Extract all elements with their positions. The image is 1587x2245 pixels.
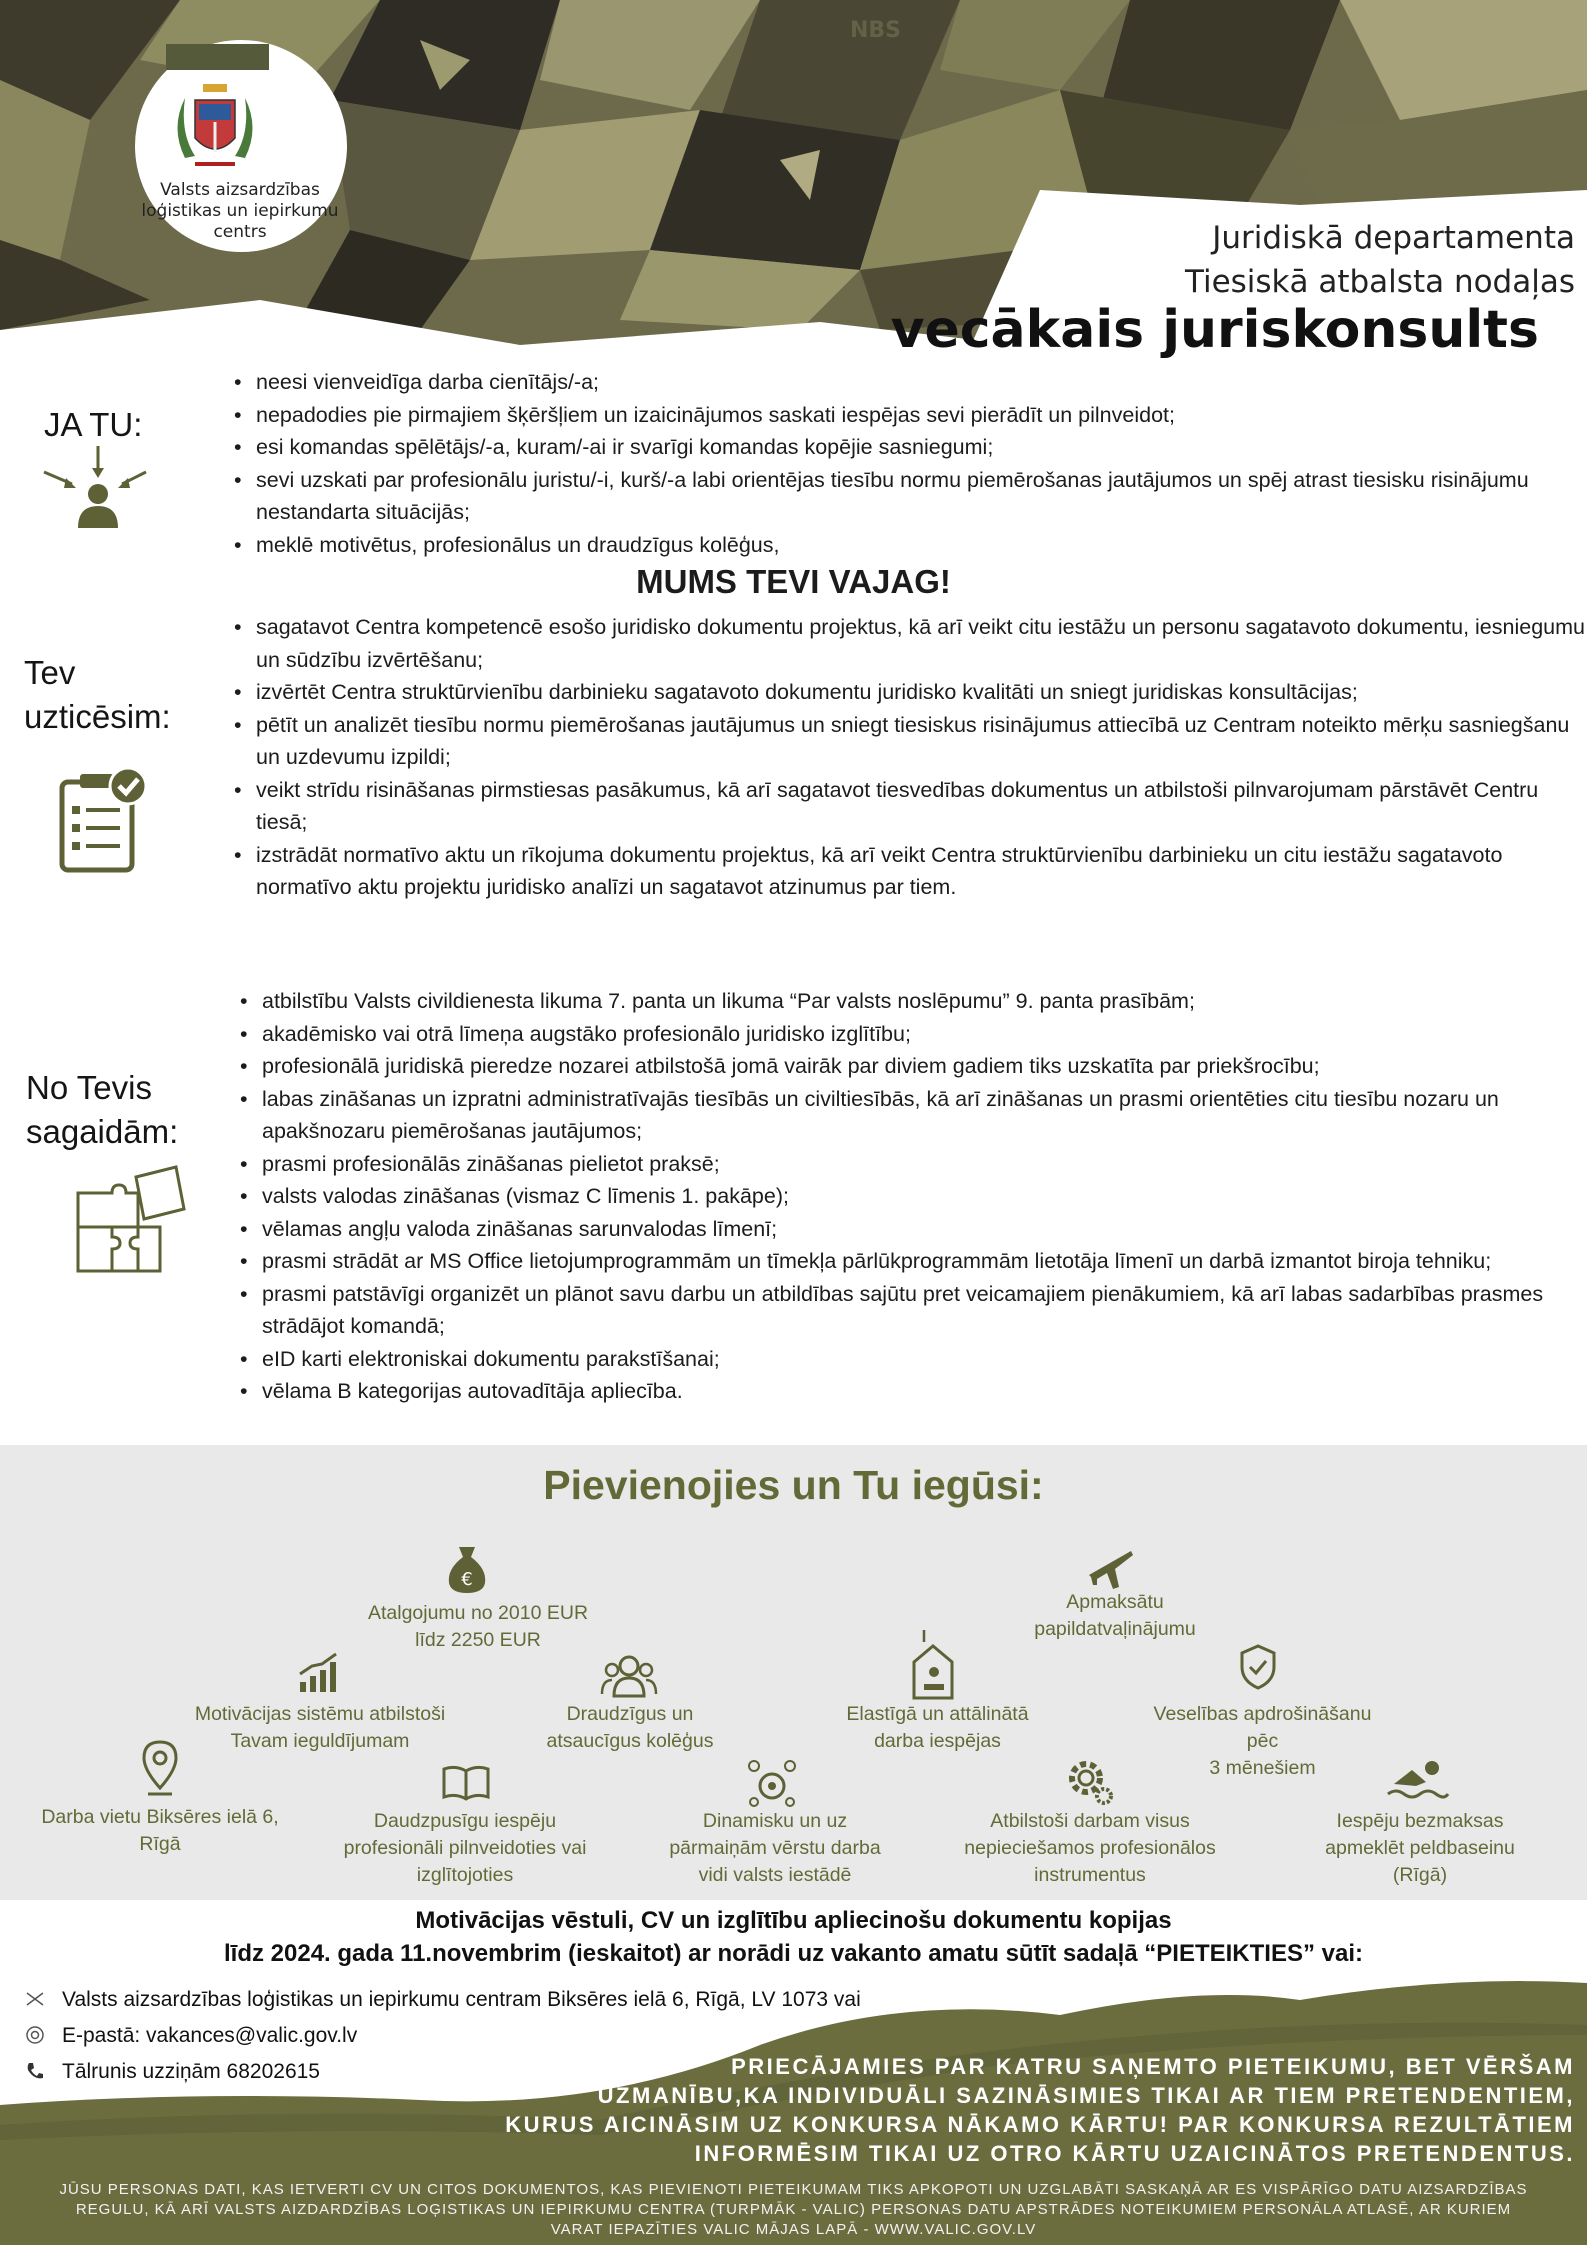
- section-title-uzticesim: [24, 651, 171, 739]
- list-item: • atbilstību Valsts civildienesta likuma 7. panta un likuma “Par valsts noslēpumu” 9. panta prasībām;: [262, 985, 1587, 1018]
- gdpr-line: VARAT IEPAZĪTIES VALIC MĀJAS LAPĀ - WWW.VALIC.GOV.LV: [550, 2221, 1037, 2238]
- benefit-line: Atbilstoši darbam visus: [990, 1810, 1190, 1832]
- gdpr-line: JŪSU PERSONAS DATI, KAS IETVERTI CV UN CITOS DOKUMENTOS, KAS PIEVIENOTI PIETEIKUMAM TIKS APKOPOTI UN UZGLABĀTI SASKAŅĀ AR ES VISPĀRĪGO DATU AIZSARDZĪBAS: [59, 2181, 1528, 2198]
- benefit-line: 3 mēnešiem: [1209, 1757, 1316, 1779]
- section-title-sagaidam: [26, 1066, 178, 1154]
- benefit-line: Motivācijas sistēmu atbilstoši: [194, 1703, 446, 1725]
- logo-text-line: Valsts aizsardzības: [160, 180, 320, 200]
- benefit-line: Tavam ieguldījumam: [230, 1730, 410, 1752]
- section-title-ja-tu: JA TU:: [44, 406, 143, 443]
- svg-text:€: €: [461, 1569, 473, 1590]
- notice-line: PRIECĀJAMIES PAR KATRU SAŅEMTO PIETEIKUMU, BET VĒRŠAM: [731, 2054, 1575, 2079]
- list-item: • pētīt un analizēt tiesību normu piemērošanas jautājumus un sniegt tiesiskus risinājumus attiecībā uz Centram noteikto mērķu sasniegšanu un uzdevumu izpildi;: [256, 709, 1586, 774]
- benefit-line: Atalgojumu no 2010 EUR: [367, 1602, 589, 1624]
- benefit-insurance: [1120, 1701, 1405, 1782]
- list-item: • vēlama B kategorijas autovadītāja apliecība.: [262, 1375, 1587, 1408]
- gdpr-line: REGULU, KĀ ARĪ VALSTS AIZDARDZĪBAS LOĢISTIKAS UN IEPIRKUMU CENTRA (TURPMĀK - VALIC) PERSONAS DATU APSTRĀDES NOTEIKUMIEM PERSONĀLA ATLASĒ, AR KURIEM: [75, 2201, 1512, 2218]
- benefit-line: apmeklēt peldbaseinu: [1325, 1837, 1515, 1859]
- benefit-location: [10, 1804, 310, 1858]
- benefit-line: vidi valsts iestādē: [698, 1864, 852, 1886]
- mums-tevi-vajag-heading: MUMS TEVI VAJAG!: [636, 563, 951, 600]
- benefit-vacation: [975, 1589, 1255, 1643]
- benefit-line: nepieciešamos profesionālos: [964, 1837, 1216, 1859]
- benefit-line: Iespēju bezmaksas: [1336, 1810, 1504, 1832]
- benefit-line: instrumentus: [1034, 1864, 1146, 1886]
- position-title: vecākais juriskonsults: [890, 300, 1539, 360]
- watermark: NBS: [850, 18, 902, 43]
- benefit-line: papildatvaļinājumu: [1034, 1618, 1196, 1640]
- benefit-line: Darba vietu Biksēres ielā 6,: [41, 1806, 279, 1828]
- list-item: • prasmi profesionālās zināšanas pielietot praksē;: [262, 1148, 1587, 1181]
- list-item: • labas zināšanas un izpratni administratīvajās tiesībās un civiltiesībās, kā arī zināšanas un prasmi orientēties citu tiesību nozaru un apakšnozaru piemērošanas jautājumos;: [262, 1083, 1587, 1148]
- section-title-line: sagaidām:: [26, 1113, 179, 1150]
- people-icon: [600, 1652, 658, 1698]
- list-item: • neesi vienveidīga darba cienītājs/-a;: [256, 366, 1586, 399]
- contact-phone: Tālrunis uzziņām 68202615: [62, 2060, 320, 2083]
- list-item: • profesionālā juridiskā pieredze nozarei atbilstošā jomā vairāk par diviem gadiem tiks uzskatīta par priekšrocību;: [262, 1050, 1587, 1083]
- gear-icon: [1064, 1756, 1116, 1806]
- uzticesim-list: [230, 611, 1586, 904]
- department-line: Juridiskā departamenta: [1212, 220, 1575, 256]
- gdpr-notice: [40, 2180, 1547, 2240]
- benefit-line: pēc: [1246, 1730, 1279, 1752]
- benefit-pool: [1280, 1808, 1560, 1889]
- phone-icon: [24, 2060, 46, 2082]
- notice-line: INFORMĒSIM TIKAI UZ OTRO KĀRTU UZAICINĀTOS PRETENDENTUS.: [694, 2141, 1575, 2166]
- benefit-line: (Rīgā): [1392, 1864, 1448, 1886]
- list-item: • vēlamas angļu valoda zināšanas sarunvalodas līmenī;: [262, 1213, 1587, 1246]
- target-person-icon: [40, 446, 150, 532]
- list-item: • valsts valodas zināšanas (vismaz C līmenis 1. pakāpe);: [262, 1180, 1587, 1213]
- section-title-line: uzticēsim:: [24, 698, 171, 735]
- benefit-line: Dinamisku un uz: [702, 1810, 848, 1832]
- list-item: • eID karti elektroniskai dokumentu parakstīšanai;: [262, 1343, 1587, 1376]
- change-gears-icon: [746, 1758, 798, 1808]
- money-bag-icon: [445, 1543, 489, 1595]
- benefit-line: Rīgā: [139, 1833, 181, 1855]
- footer-notice: [475, 2052, 1575, 2168]
- checklist-icon: [58, 766, 150, 874]
- contact-address: Valsts aizsardzības loģistikas un iepirkumu centram Biksēres ielā 6, Rīgā, LV 1073 vai: [62, 1988, 861, 2011]
- list-item: • meklē motivētus, profesionālus un draudzīgus kolēģus,: [256, 529, 1586, 562]
- benefit-line: darba iespējas: [874, 1730, 1001, 1752]
- section-title-line: No Tevis: [26, 1069, 152, 1106]
- list-item: • sagatavot Centra kompetencē esošo juridisko dokumentu projektus, kā arī veikt citu iestāžu un personu sagatavoto dokumentu, iesniegumu un sūdzību izvērtēšanu;: [256, 611, 1586, 676]
- airplane-icon: [1085, 1545, 1135, 1591]
- puzzle-icon: [74, 1163, 186, 1275]
- at-sign-icon: [24, 2024, 46, 2046]
- benefit-line: profesionāli pilnveidoties vai: [343, 1837, 587, 1859]
- benefit-learning: [310, 1808, 620, 1889]
- benefit-line: Elastīgā un attālinātā: [846, 1703, 1029, 1725]
- notice-line: UZMANĪBU,KA INDIVIDUĀLI SAZINĀSIMIES TIKAI AR TIEM PRETENDENTIEM,: [597, 2083, 1575, 2108]
- list-item: • akadēmisko vai otrā līmeņa augstāko profesionālo juridisko izglītību;: [262, 1018, 1587, 1051]
- benefit-line: Draudzīgus un: [566, 1703, 694, 1725]
- growth-chart-icon: [296, 1650, 342, 1696]
- benefit-motivation: [150, 1701, 490, 1755]
- division-line: Tiesiskā atbalsta nodaļas: [1184, 264, 1575, 300]
- list-item: • veikt strīdu risināšanas pirmstiesas pasākumus, kā arī sagatavot tiesvedības dokumentus un atbilstoši pilnvarojumam pārstāvēt Centru tiesā;: [256, 774, 1586, 839]
- logo-tab: [166, 44, 269, 70]
- list-item: • izvērtēt Centra struktūrvienību darbinieku sagatavoto dokumentu juridisko kvalitāti un sniegt juridiskas konsultācijas;: [256, 676, 1586, 709]
- home-office-icon: [910, 1628, 956, 1700]
- list-item: • sevi uzskati par profesionālu juristu/-i, kurš/-a labi orientējas tiesību normu piemērošanas jautājumos un spēj atrast tiesisku risinājumu nestandarta situācijās;: [256, 464, 1586, 529]
- sagaidam-list: [236, 985, 1587, 1408]
- benefit-line: Daudzpusīgu iespēju: [373, 1810, 557, 1832]
- apply-deadline-text: līdz 2024. gada 11.novembrim (ieskaitot) ar norādi uz vakanto amatu sūtīt sadaļā “PIETEIKTIES” vai:: [223, 1940, 1363, 1967]
- ja-tu-list: [230, 366, 1586, 561]
- list-item: • nepadodies pie pirmajiem šķēršļiem un izaicinājumos saskati iespējas sevi pierādīt un pilnveidot;: [256, 399, 1586, 432]
- contact-email[interactable]: E-pastā: vakances@valic.gov.lv: [62, 2024, 358, 2047]
- list-item: • prasmi strādāt ar MS Office lietojumprogrammām un tīmekļa pārlūkprogrammām lietotāja līmenī un darbā izmantot biroja tehniku;: [262, 1245, 1587, 1278]
- benefit-line: izglītojoties: [416, 1864, 514, 1886]
- benefit-line: līdz 2250 EUR: [415, 1629, 541, 1651]
- benefit-remote: [805, 1701, 1070, 1755]
- list-item: • esi komandas spēlētājs/-a, kuram/-ai ir svarīgi komandas kopējie sasniegumi;: [256, 431, 1586, 464]
- benefit-line: atsaucīgus kolēģus: [546, 1730, 714, 1752]
- benefit-tools: [935, 1808, 1245, 1889]
- logo-text-line: loģistikas un iepirkumu: [141, 201, 339, 221]
- shield-check-icon: [1238, 1643, 1278, 1691]
- list-item: • prasmi patstāvīgi organizēt un plānot savu darbu un atbildības sajūtu pret veicamajiem pienākumiem, kā arī labas sadarbības prasmes strādājot komandā;: [262, 1278, 1587, 1343]
- benefit-salary: [318, 1600, 638, 1654]
- benefit-dynamic: [630, 1808, 920, 1889]
- benefit-line: pārmaiņām vērstu darba: [669, 1837, 881, 1859]
- apply-documents-text: Motivācijas vēstuli, CV un izglītību apliecinošu dokumentu kopijas: [415, 1907, 1172, 1934]
- logo-text-line: centrs: [213, 222, 267, 242]
- mail-icon: [24, 1988, 46, 2010]
- benefit-line: Veselības apdrošināšanu: [1153, 1703, 1372, 1725]
- logo-text: [110, 180, 370, 243]
- benefit-colleagues: [500, 1701, 760, 1755]
- benefits-title: Pievienojies un Tu iegūsi:: [543, 1462, 1044, 1508]
- book-icon: [440, 1763, 492, 1803]
- benefit-line: Apmaksātu: [1066, 1591, 1164, 1613]
- list-item: • izstrādāt normatīvo aktu un rīkojuma dokumentu projektus, kā arī veikt Centra struktūrvienību darbinieku un citu iestāžu sagatavoto normatīvo aktu projektu juridisko analīzi un sagatavot atzinumus par tiem.: [256, 839, 1586, 904]
- notice-line: KURUS AICINĀSIM UZ KONKURSA NĀKAMO KĀRTU! PAR KONKURSA REZULTĀTIEM: [505, 2112, 1575, 2137]
- coat-of-arms-icon: [165, 78, 265, 178]
- section-title-line: Tev: [24, 654, 76, 691]
